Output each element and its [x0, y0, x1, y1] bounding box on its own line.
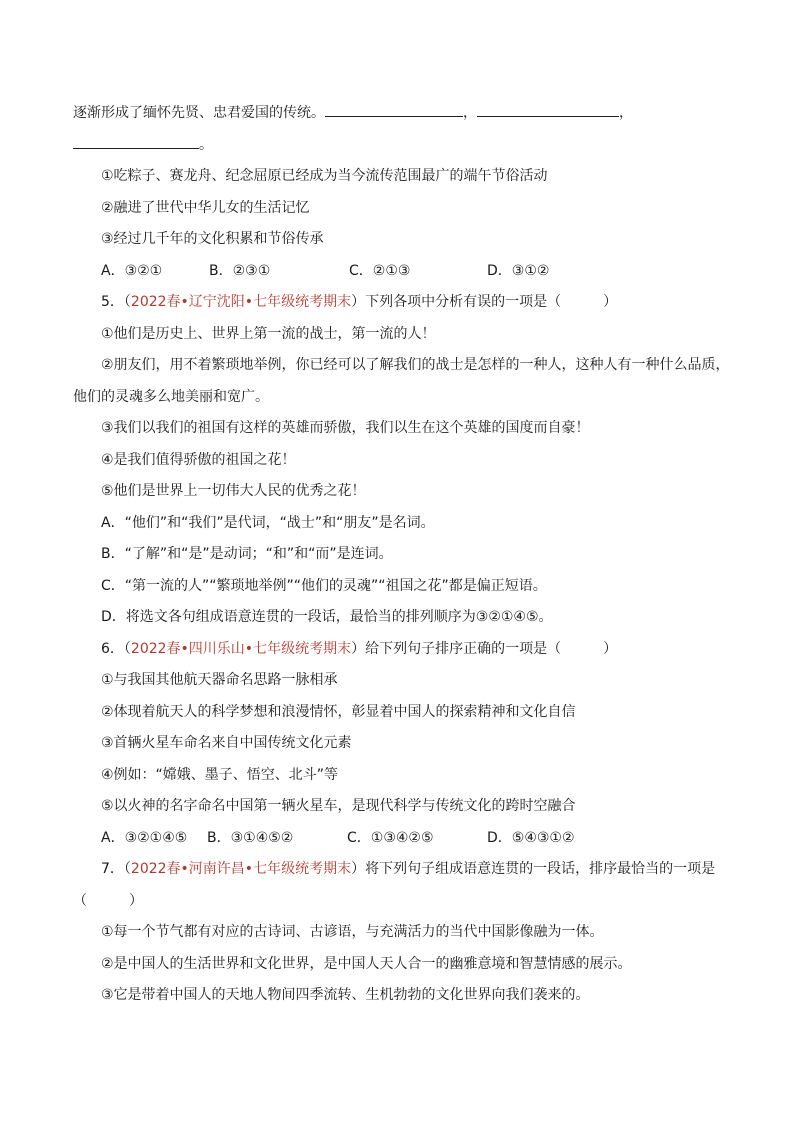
- q6-source: 2022春•四川乐山•七年级统考期末: [130, 640, 352, 657]
- q6-item-2: ②体现着航天人的科学梦想和浪漫情怀，彰显着中国人的探索精神和文化自信: [101, 703, 576, 720]
- q6-option-a[interactable]: A．③②①④⑤: [101, 829, 188, 846]
- q6-item-1: ①与我国其他航天器命名思路一脉相承: [101, 672, 338, 688]
- q5-option-b[interactable]: B．“了解”和“是”是动词；“和”和“而”是连词。: [101, 546, 393, 562]
- intro-line-1: 逐渐形成了缅怀先贤、忠君爱国的传统。 ， ，: [73, 102, 732, 134]
- q4-item-2: ②融进了世代中华儿女的生活记忆: [101, 199, 310, 216]
- q4-option-d[interactable]: D．③①②: [487, 262, 550, 279]
- q5-item-1: ①他们是历史上、世界上第一流的战士，第一流的人！: [101, 325, 436, 342]
- q4-options: [73, 260, 732, 292]
- q7-item-3: ③它是带着中国人的天地人物间四季流转、生机勃勃的文化世界向我们袭来的。: [101, 987, 590, 1003]
- q5-header: 5．（2022春•辽宁沈阳•七年级统考期末）下列各项中分析有误的一项是（ ）: [101, 294, 618, 310]
- q4-option-b[interactable]: B．②③①: [209, 262, 271, 279]
- q7-number: 7．: [101, 861, 124, 877]
- q6-option-b[interactable]: B．③①④⑤②: [207, 829, 294, 846]
- q6-option-d[interactable]: D．⑤④③①②: [487, 829, 575, 846]
- q5-number: 5．: [101, 294, 124, 310]
- q6-item-4: ④例如：“嫦娥、墨子、悟空、北斗”等: [101, 766, 339, 783]
- q5-item-2-cont: 他们的灵魂多么地美丽和宽广。: [73, 388, 269, 405]
- q6-options: [73, 827, 732, 859]
- q5-item-2: ②朋友们，用不着繁琐地举例，你已经可以了解我们的战士是怎样的一种人，这种人有一种什么品质，: [101, 357, 730, 373]
- q5-item-5: ⑤他们是世界上一切伟大人民的优秀之花！: [101, 483, 366, 499]
- q7-item-2: ②是中国人的生活世界和文化世界，是中国人天人合一的幽雅意境和智慧情感的展示。: [101, 955, 632, 972]
- answer-blank-3[interactable]: [73, 134, 199, 149]
- q5-item-3: ③我们以我们的祖国有这样的英雄而骄傲，我们以生在这个英雄的国度而自豪！: [101, 420, 590, 436]
- q5-option-d[interactable]: D．将选文各句组成语意连贯的一段话，最恰当的排列顺序为③②①④⑤。: [101, 609, 553, 625]
- q4-option-a[interactable]: A．③②①: [101, 262, 163, 279]
- answer-blank-2[interactable]: [477, 102, 619, 117]
- q6-header: 6．（2022春•四川乐山•七年级统考期末）给下列句子排序正确的一项是（ ）: [101, 640, 618, 657]
- intro-line-2: 。: [73, 134, 732, 166]
- q6-stem: 给下列句子排序正确的一项是（ ）: [365, 640, 618, 657]
- q7-stem: 将下列句子组成语意连贯的一段话，排序最恰当的一项是: [365, 861, 716, 877]
- q6-item-5: ⑤以火神的名字命名中国第一辆火星车，是现代科学与传统文化的跨时空融合: [101, 798, 576, 814]
- q5-stem: 下列各项中分析有误的一项是（ ）: [365, 294, 618, 310]
- q6-item-3: ③首辆火星车命名来自中国传统文化元素: [101, 735, 352, 751]
- q7-stem-cont: （ ）: [73, 892, 143, 909]
- q5-option-a[interactable]: A．“他们”和“我们”是代词，“战士”和“朋友”是名词。: [101, 514, 435, 531]
- q6-number: 6．: [101, 640, 124, 657]
- q5-item-4: ④是我们值得骄傲的祖国之花！: [101, 451, 296, 468]
- q5-source: 2022春•辽宁沈阳•七年级统考期末: [130, 294, 352, 310]
- q4-item-3: ③经过几千年的文化积累和节俗传承: [101, 231, 324, 247]
- q4-option-c[interactable]: C．②①③: [349, 262, 411, 279]
- q4-item-1: ①吃粽子、赛龙舟、纪念屈原已经成为当今流传范围最广的端午节俗活动: [101, 168, 548, 184]
- q5-option-c[interactable]: C．“第一流的人”“繁琐地举例”“他们的灵魂”“祖国之花”都是偏正短语。: [101, 577, 547, 594]
- q7-source: 2022春•河南许昌•七年级统考期末: [130, 861, 352, 877]
- answer-blank-1[interactable]: [325, 102, 463, 117]
- intro-text: 逐渐形成了缅怀先贤、忠君爱国的传统。: [73, 105, 325, 121]
- q6-option-c[interactable]: C．①③④②⑤: [347, 829, 434, 846]
- q7-header: 7．（2022春•河南许昌•七年级统考期末）将下列句子组成语意连贯的一段话，排序最恰当的一项是: [101, 861, 716, 877]
- q7-item-1: ①每一个节气都有对应的古诗词、古谚语，与充满活力的当代中国影像融为一体。: [101, 924, 604, 940]
